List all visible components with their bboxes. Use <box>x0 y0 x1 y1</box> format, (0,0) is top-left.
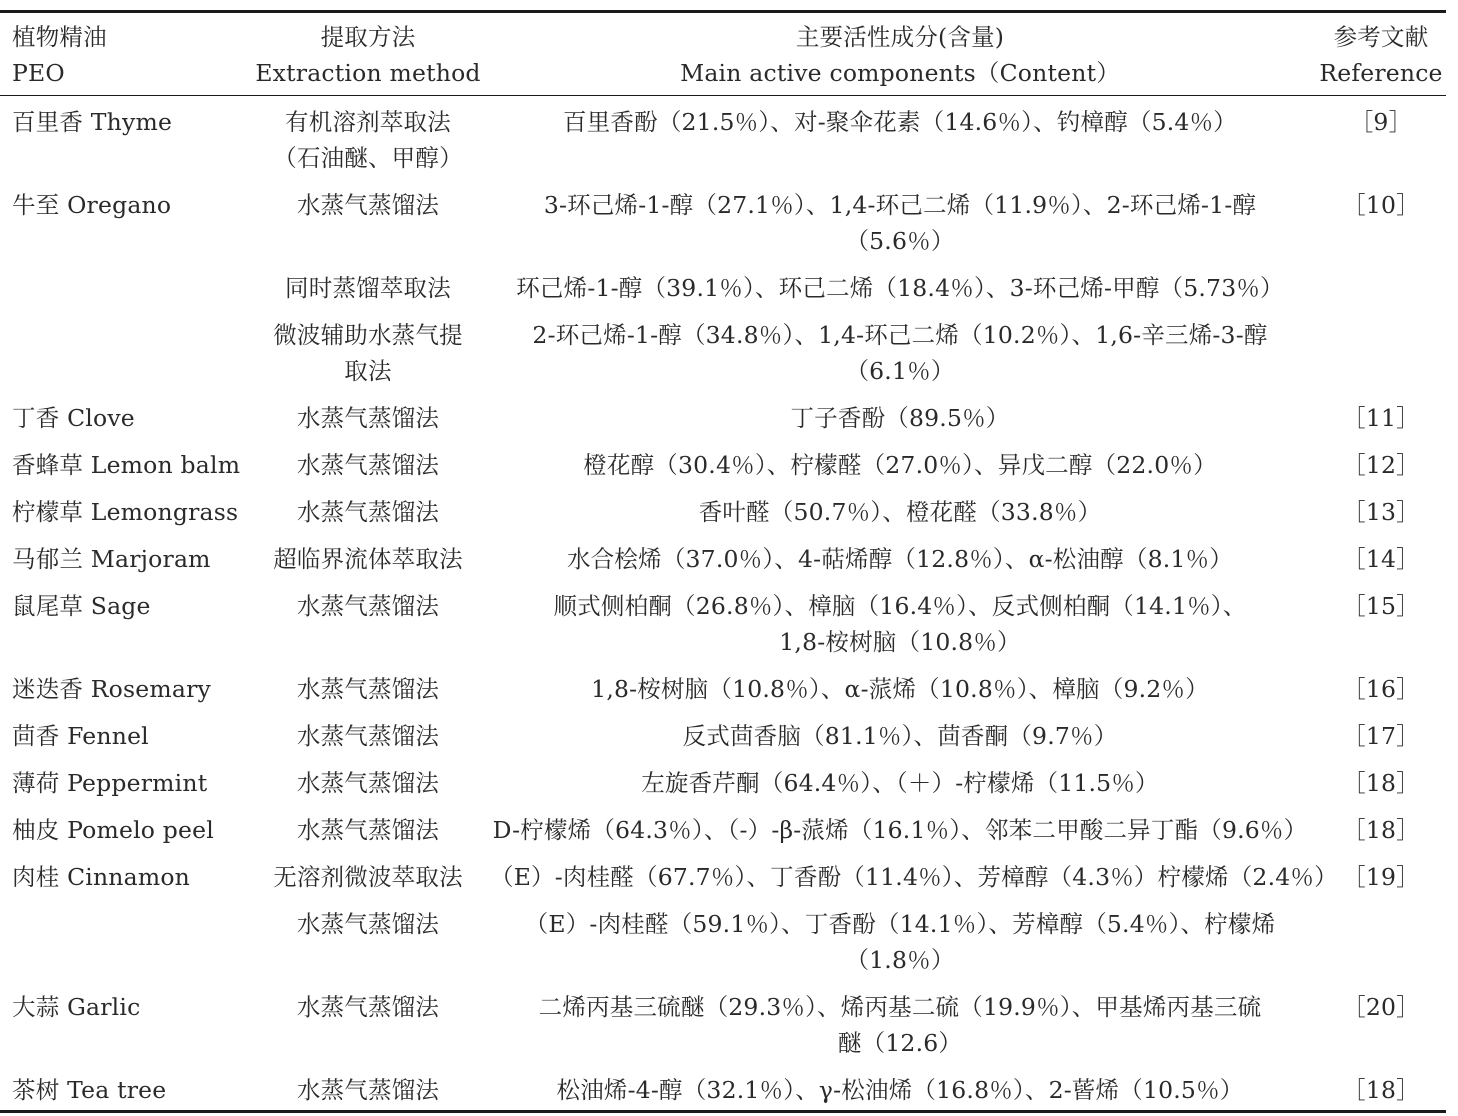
method-line: 同时蒸馏萃取法 <box>285 274 451 302</box>
components-line: 1,8-桉树脑（10.8％） <box>779 628 1021 656</box>
cell-method <box>252 96 484 187</box>
cell-plant: 茴香 Fennel <box>12 722 149 750</box>
header-reference-cn: 参考文献 <box>1333 23 1429 51</box>
cell-components <box>484 187 1316 270</box>
cell-reference <box>1316 906 1446 989</box>
cell-components <box>484 270 1316 317</box>
header-plant-cn: 植物精油 <box>12 23 107 51</box>
table-row <box>0 317 1446 400</box>
cell-method <box>252 906 484 989</box>
cell-components <box>484 541 1316 588</box>
header-components-en: Main active components（Content） <box>680 59 1120 87</box>
cell-method <box>252 588 484 671</box>
components-line: 反式茴香脑（81.1％）、茴香酮（9.7％） <box>682 722 1118 750</box>
cell-plant: 大蒜 Garlic <box>12 993 141 1021</box>
components-line: 二烯丙基三硫醚（29.3％）、烯丙基二硫（19.9％）、甲基烯丙基三硫 <box>538 993 1262 1021</box>
cell-reference: ［17］ <box>1342 722 1420 750</box>
cell-method <box>252 494 484 541</box>
cell-reference <box>1316 317 1446 400</box>
components-line: 松油烯-4-醇（32.1％）、γ-松油烯（16.8％）、2-蒈烯（10.5％） <box>556 1076 1244 1104</box>
method-line: 取法 <box>344 357 392 385</box>
cell-reference: ［18］ <box>1342 769 1420 797</box>
components-line: 百里香酚（21.5％）、对-聚伞花素（14.6％）、钓樟醇（5.4％） <box>563 108 1237 136</box>
table-container <box>0 10 1446 1113</box>
cell-method <box>252 859 484 906</box>
cell-components <box>484 494 1316 541</box>
cell-components <box>484 588 1316 671</box>
method-line: 水蒸气蒸馏法 <box>296 722 440 750</box>
table-row <box>0 765 1446 812</box>
cell-method <box>252 765 484 812</box>
method-line: （石油醚、甲醇） <box>273 144 463 172</box>
cell-method <box>252 187 484 270</box>
table-row <box>0 447 1446 494</box>
cell-method <box>252 447 484 494</box>
components-line: 水合桧烯（37.0％）、4-萜烯醇（12.8％）、α-松油醇（8.1％） <box>567 545 1233 573</box>
cell-components <box>484 447 1316 494</box>
peo-table-body <box>0 96 1446 1110</box>
cell-plant: 肉桂 Cinnamon <box>12 863 191 891</box>
cell-method <box>252 989 484 1072</box>
cell-method <box>252 317 484 400</box>
cell-components <box>484 718 1316 765</box>
cell-reference: ［19］ <box>1342 863 1420 891</box>
cell-method <box>252 718 484 765</box>
cell-plant: 百里香 Thyme <box>12 108 173 136</box>
components-line: （5.6％） <box>845 227 955 255</box>
peo-table <box>0 13 1446 95</box>
table-row <box>0 671 1446 718</box>
method-line: 水蒸气蒸馏法 <box>296 1076 440 1104</box>
table-row <box>0 718 1446 765</box>
header-components-cn: 主要活性成分(含量) <box>795 23 1005 51</box>
cell-components <box>484 400 1316 447</box>
method-line: 水蒸气蒸馏法 <box>296 592 440 620</box>
cell-plant <box>0 906 252 989</box>
table-row <box>0 906 1446 989</box>
cell-components <box>484 317 1316 400</box>
header-reference <box>1316 13 1446 95</box>
components-line: 顺式侧柏酮（26.8％）、樟脑（16.4％）、反式侧柏酮（14.1％）、 <box>553 592 1247 620</box>
bottom-rule <box>0 1110 1446 1113</box>
table-header <box>0 13 1446 95</box>
cell-reference: ［14］ <box>1342 545 1420 573</box>
method-line: 水蒸气蒸馏法 <box>296 675 440 703</box>
table-row <box>0 859 1446 906</box>
table-row <box>0 989 1446 1072</box>
components-line: （E）-肉桂醛（59.1％）、丁香酚（14.1％）、芳樟醇（5.4％）、柠檬烯 <box>524 910 1276 938</box>
method-line: 水蒸气蒸馏法 <box>296 451 440 479</box>
cell-method <box>252 1072 484 1110</box>
method-line: 水蒸气蒸馏法 <box>296 769 440 797</box>
table-row <box>0 270 1446 317</box>
method-line: 水蒸气蒸馏法 <box>296 191 440 219</box>
cell-method <box>252 270 484 317</box>
cell-reference: ［13］ <box>1342 498 1420 526</box>
cell-components <box>484 812 1316 859</box>
header-plant <box>0 13 252 95</box>
cell-plant: 柠檬草 Lemongrass <box>12 498 239 526</box>
cell-plant <box>0 270 252 317</box>
table-row <box>0 96 1446 187</box>
cell-reference: ［12］ <box>1342 451 1420 479</box>
cell-components <box>484 765 1316 812</box>
cell-components <box>484 96 1316 187</box>
cell-plant <box>0 317 252 400</box>
cell-method <box>252 541 484 588</box>
components-line: 丁子香酚（89.5％） <box>790 404 1010 432</box>
cell-method <box>252 671 484 718</box>
table-row <box>0 812 1446 859</box>
cell-reference: ［10］ <box>1342 191 1420 219</box>
table-row <box>0 541 1446 588</box>
cell-plant: 马郁兰 Marjoram <box>12 545 211 573</box>
method-line: 水蒸气蒸馏法 <box>296 498 440 526</box>
cell-plant: 鼠尾草 Sage <box>12 592 151 620</box>
cell-reference: ［9］ <box>1349 108 1413 136</box>
cell-components <box>484 906 1316 989</box>
table-row <box>0 400 1446 447</box>
components-line: 左旋香芹酮（64.4％）、（＋）-柠檬烯（11.5％） <box>641 769 1159 797</box>
cell-components <box>484 671 1316 718</box>
components-line: 橙花醇（30.4％）、柠檬醛（27.0％）、异戊二醇（22.0％） <box>583 451 1217 479</box>
components-line: 1,8-桉树脑（10.8％）、α-蒎烯（10.8％）、樟脑（9.2％） <box>591 675 1209 703</box>
cell-reference: ［16］ <box>1342 675 1420 703</box>
components-line: D-柠檬烯（64.3％）、（-）-β-蒎烯（16.1％）、邻苯二甲酸二异丁酯（9.6％） <box>492 816 1308 844</box>
components-line: （6.1％） <box>845 357 955 385</box>
cell-components <box>484 989 1316 1072</box>
cell-plant: 薄荷 Peppermint <box>12 769 208 797</box>
header-components <box>484 13 1316 95</box>
cell-reference: ［18］ <box>1342 1076 1420 1104</box>
cell-reference <box>1316 270 1446 317</box>
method-line: 水蒸气蒸馏法 <box>296 404 440 432</box>
method-line: 水蒸气蒸馏法 <box>296 993 440 1021</box>
components-line: （E）-肉桂醛（67.7％）、丁香酚（11.4％）、芳樟醇（4.3％）柠檬烯（2.4％） <box>490 863 1338 891</box>
header-method <box>252 13 484 95</box>
header-method-en: Extraction method <box>255 59 481 87</box>
components-line: 醚（12.6） <box>837 1029 963 1057</box>
table-row <box>0 1072 1446 1110</box>
cell-components <box>484 859 1338 906</box>
cell-method <box>252 812 484 859</box>
method-line: 无溶剂微波萃取法 <box>273 863 463 891</box>
method-line: 微波辅助水蒸气提 <box>273 321 463 349</box>
components-line: 环己烯-1-醇（39.1％）、环己二烯（18.4％）、3-环己烯-甲醇（5.73％） <box>516 274 1284 302</box>
cell-components <box>484 1072 1316 1110</box>
method-line: 水蒸气蒸馏法 <box>296 910 440 938</box>
table-row <box>0 187 1446 270</box>
cell-plant: 迷迭香 Rosemary <box>12 675 211 703</box>
cell-plant: 牛至 Oregano <box>12 191 172 219</box>
header-reference-en: Reference <box>1319 59 1443 87</box>
table-body <box>0 96 1446 1110</box>
table-row <box>0 588 1446 671</box>
cell-plant: 柚皮 Pomelo peel <box>12 816 214 844</box>
components-line: （1.8％） <box>845 946 955 974</box>
cell-reference: ［20］ <box>1342 993 1420 1021</box>
cell-method <box>252 400 484 447</box>
cell-reference: ［15］ <box>1342 592 1420 620</box>
method-line: 有机溶剂萃取法 <box>285 108 451 136</box>
table-row <box>0 494 1446 541</box>
components-line: 香叶醛（50.7％）、橙花醛（33.8％） <box>698 498 1102 526</box>
cell-reference: ［18］ <box>1342 816 1420 844</box>
cell-reference: ［11］ <box>1342 404 1420 432</box>
method-line: 水蒸气蒸馏法 <box>296 816 440 844</box>
components-line: 2-环己烯-1-醇（34.8％）、1,4-环己二烯（10.2％）、1,6-辛三烯-3-醇 <box>532 321 1268 349</box>
header-method-cn: 提取方法 <box>320 23 416 51</box>
method-line: 超临界流体萃取法 <box>273 545 463 573</box>
cell-plant: 茶树 Tea tree <box>12 1076 167 1104</box>
components-line: 3-环己烯-1-醇（27.1％）、1,4-环己二烯（11.9％）、2-环己烯-1-醇 <box>543 191 1257 219</box>
cell-plant: 丁香 Clove <box>12 404 135 432</box>
header-plant-en: PEO <box>12 59 65 87</box>
cell-plant: 香蜂草 Lemon balm <box>12 451 241 479</box>
